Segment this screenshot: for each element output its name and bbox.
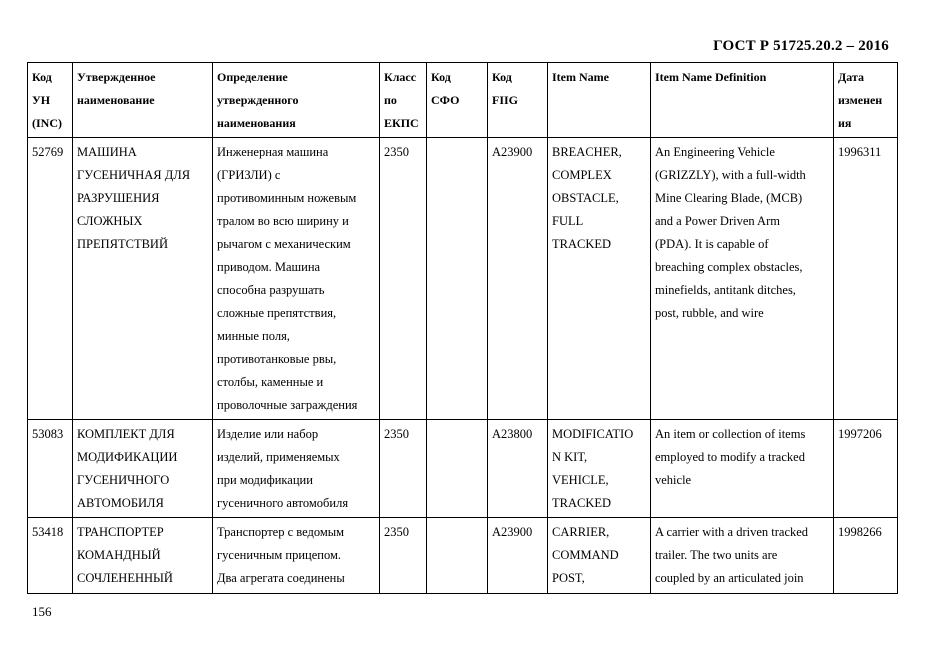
cell-item-name: CARRIER, COMMAND POST, — [548, 518, 651, 594]
cell-class: 2350 — [380, 518, 427, 594]
cell-code: 53418 — [28, 518, 73, 594]
cell-date: 1998266 — [834, 518, 898, 594]
header-inc-code: Код УН (INC) — [28, 63, 73, 138]
cell-item-definition: A carrier with a driven tracked trailer. The two units are coupled by an articulated join — [651, 518, 834, 594]
header-change-date: Дата изменен ия — [834, 63, 898, 138]
cell-approved-name: МАШИНА ГУСЕНИЧНАЯ ДЛЯ РАЗРУШЕНИЯ СЛОЖНЫХ ПРЕПЯТСТВИЙ — [73, 138, 213, 420]
cell-definition: Инженерная машина (ГРИЗЛИ) с противоминным ножевым тралом во всю ширину и рычагом с механическим приводом. Машина способна разрушать сложные препятствия, минные поля, противотанковые рвы, столбы, каменные и проволочные заграждения — [213, 138, 380, 420]
cell-approved-name: ТРАНСПОРТЕР КОМАНДНЫЙ СОЧЛЕНЕННЫЙ — [73, 518, 213, 594]
cell-date: 1996311 — [834, 138, 898, 420]
table-row — [28, 518, 898, 594]
cell-definition: Транспортер с ведомым гусеничным прицепом. Два агрегата соединены — [213, 518, 380, 594]
cell-fiig: A23900 — [488, 518, 548, 594]
cell-sfo — [427, 420, 488, 518]
header-ekps-class: Класс по ЕКПС — [380, 63, 427, 138]
cell-fiig: A23900 — [488, 138, 548, 420]
cell-approved-name: КОМПЛЕКТ ДЛЯ МОДИФИКАЦИИ ГУСЕНИЧНОГО АВТОМОБИЛЯ — [73, 420, 213, 518]
table-row — [28, 420, 898, 518]
table-row — [28, 138, 898, 420]
cell-item-name: BREACHER, COMPLEX OBSTACLE, FULL TRACKED — [548, 138, 651, 420]
header-sfo-code: Код СФО — [427, 63, 488, 138]
cell-code: 52769 — [28, 138, 73, 420]
header-item-name-definition: Item Name Definition — [651, 63, 834, 138]
header-item-name: Item Name — [548, 63, 651, 138]
cell-sfo — [427, 138, 488, 420]
cell-definition: Изделие или набор изделий, применяемых при модификации гусеничного автомобиля — [213, 420, 380, 518]
header-fiig-code: Код FIIG — [488, 63, 548, 138]
cell-fiig: A23800 — [488, 420, 548, 518]
header-approved-name: Утвержденное наименование — [73, 63, 213, 138]
page-number: 156 — [32, 604, 52, 619]
cell-item-definition: An Engineering Vehicle (GRIZZLY), with a full-width Mine Clearing Blade, (MCB) and a Power Driven Arm (PDA). It is capable of breaching complex obstacles, minefields, antitank ditches, post, rubble, and wire — [651, 138, 834, 420]
cell-class: 2350 — [380, 420, 427, 518]
header-definition: Определение утвержденного наименования — [213, 63, 380, 138]
cell-item-definition: An item or collection of items employed to modify a tracked vehicle — [651, 420, 834, 518]
table-header-row — [28, 63, 898, 138]
cell-class: 2350 — [380, 138, 427, 420]
cell-item-name: MODIFICATIO N KIT, VEHICLE, TRACKED — [548, 420, 651, 518]
cell-sfo — [427, 518, 488, 594]
cell-date: 1997206 — [834, 420, 898, 518]
cell-code: 53083 — [28, 420, 73, 518]
catalog-table — [27, 62, 898, 594]
document-standard-header: ГОСТ Р 51725.20.2 – 2016 — [713, 38, 889, 54]
